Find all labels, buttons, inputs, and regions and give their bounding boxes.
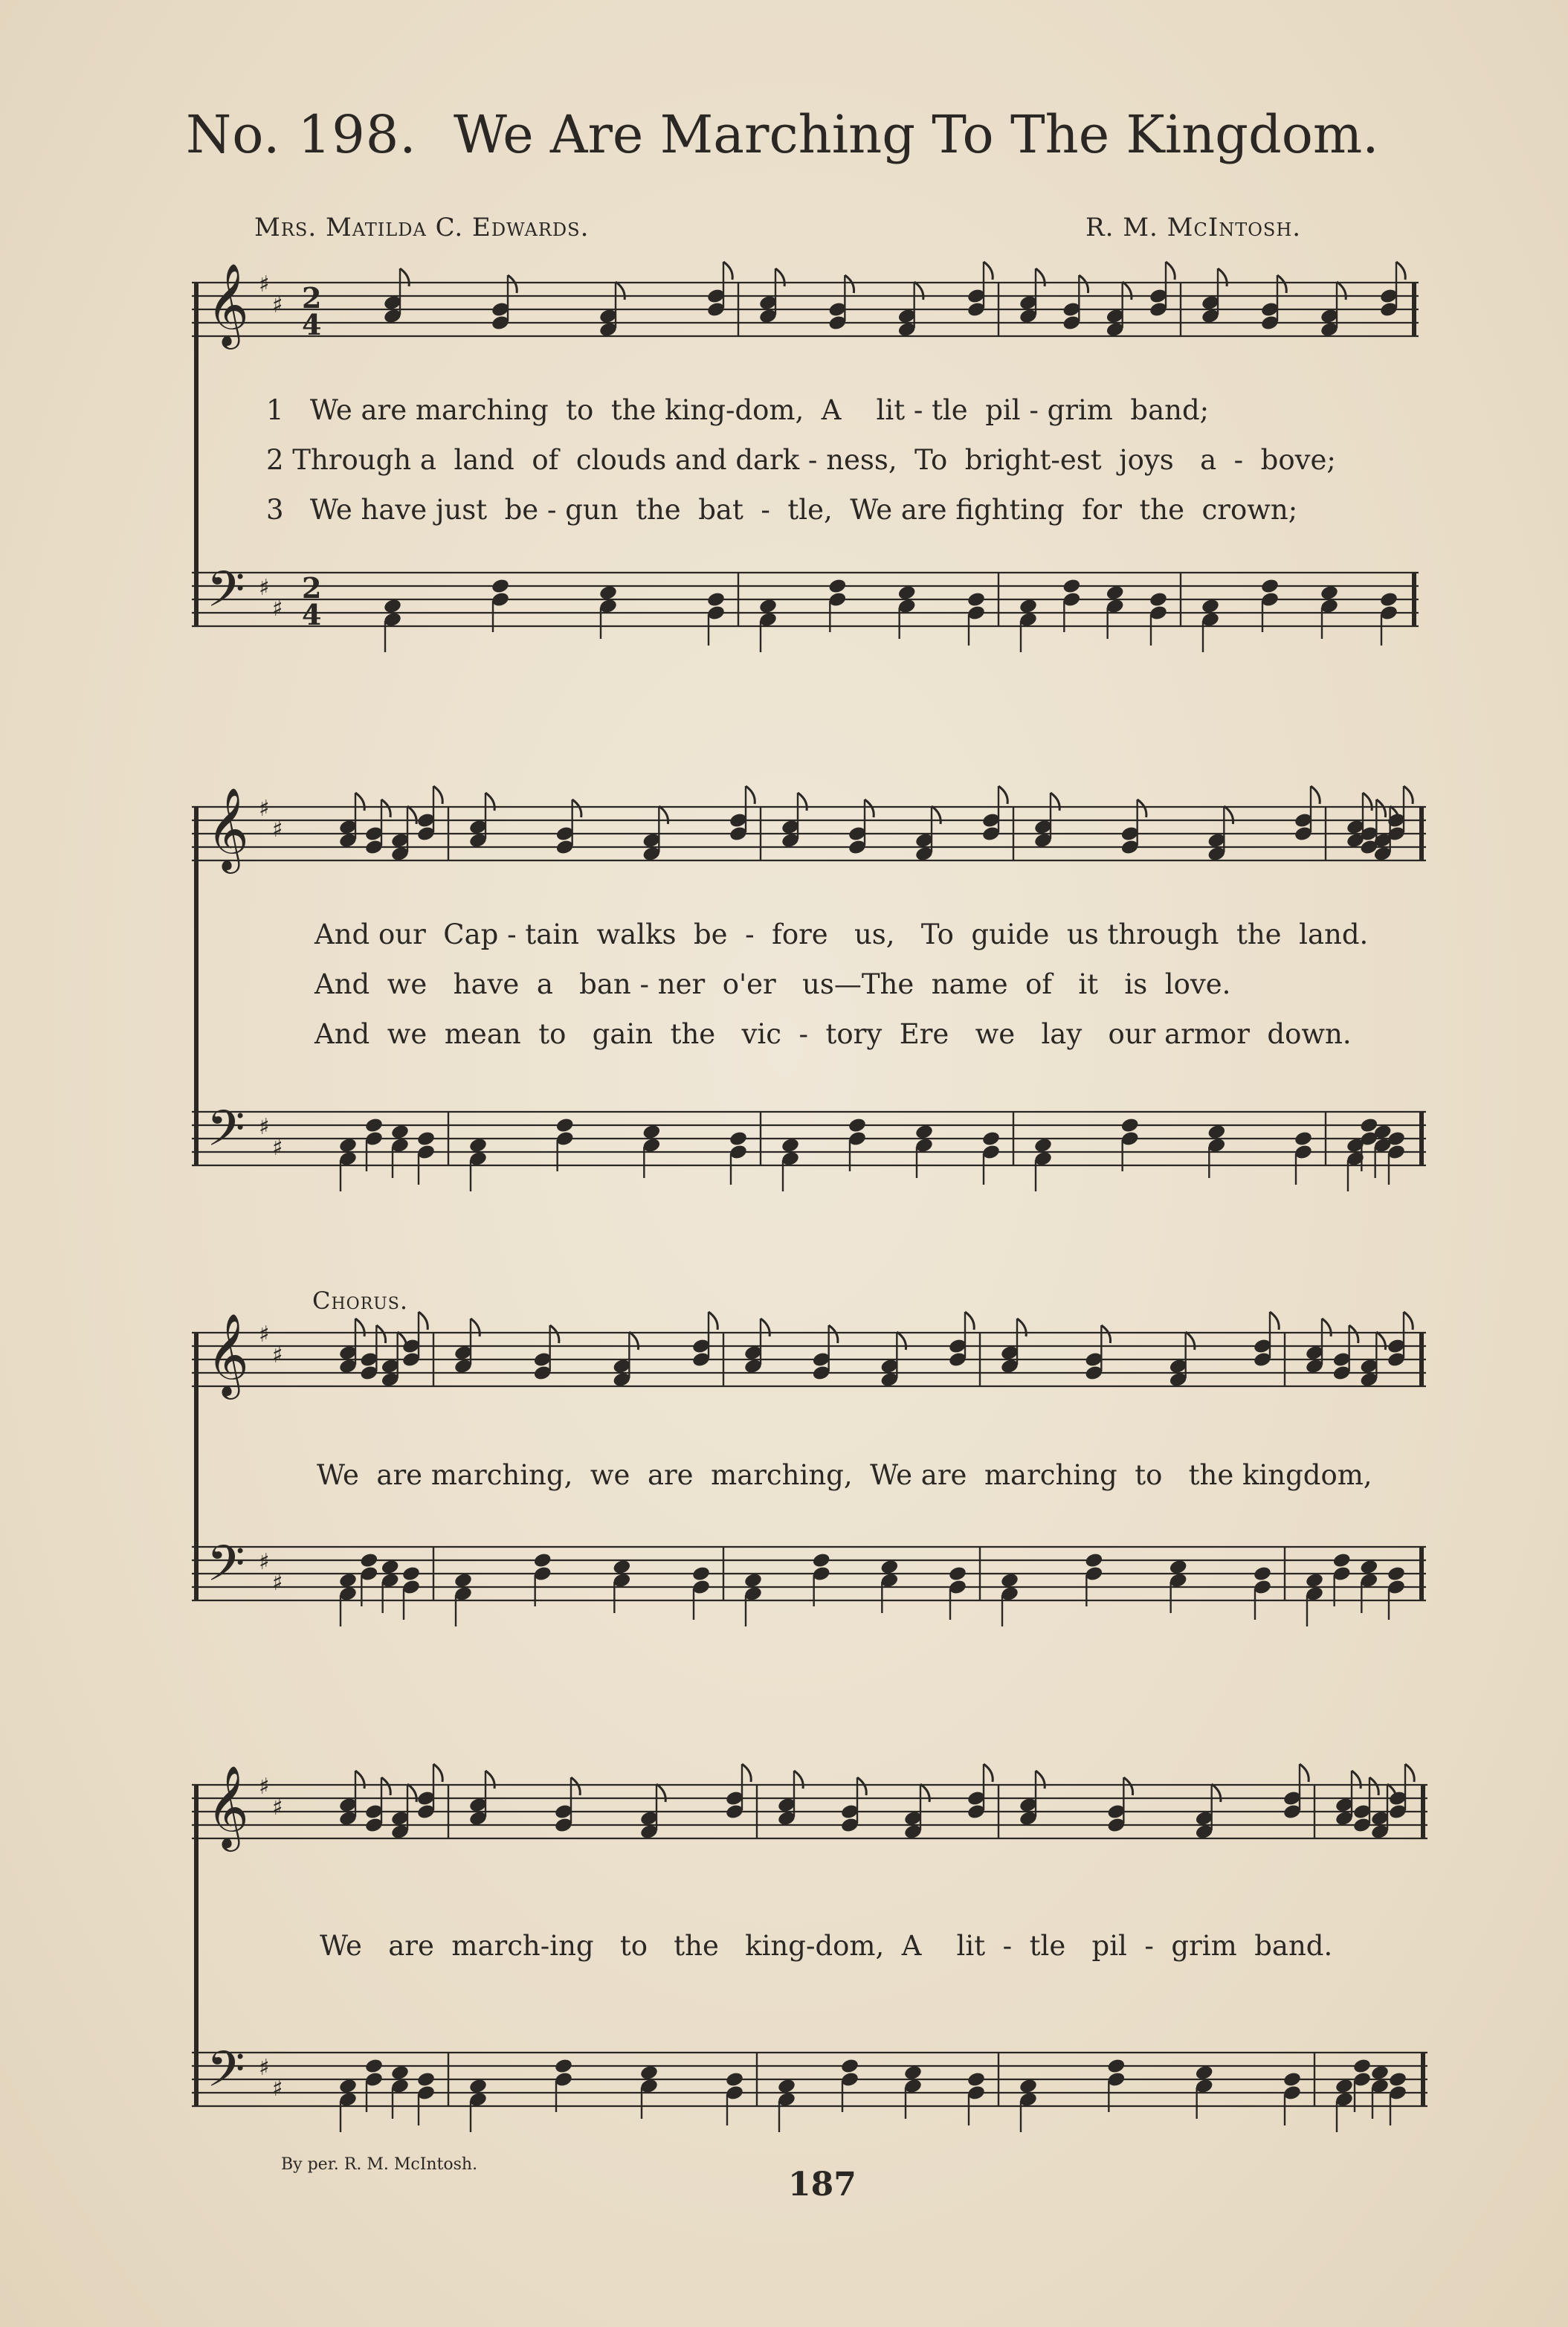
note-flag	[865, 799, 874, 817]
note-flag	[1322, 1319, 1331, 1336]
note-flag	[920, 1784, 929, 1802]
notehead	[1294, 1130, 1313, 1148]
notehead	[1033, 1137, 1053, 1154]
treble-clef-icon: 𝄞	[207, 1765, 249, 1848]
notehead	[948, 1565, 967, 1583]
note-flag	[1270, 1312, 1279, 1330]
sharp-icon: ♯	[259, 1322, 270, 1348]
notehead	[390, 2064, 410, 2082]
notehead	[612, 1559, 631, 1576]
notehead	[848, 1117, 867, 1134]
notehead	[1253, 1565, 1272, 1583]
notehead	[338, 1572, 358, 1589]
note-flag	[550, 1325, 559, 1343]
notehead	[840, 2058, 859, 2075]
note-flag	[984, 1764, 993, 1782]
bass-clef-icon: 𝄢	[207, 561, 245, 630]
notehead	[827, 578, 847, 595]
note-flag	[485, 793, 494, 811]
sharp-icon: ♯	[272, 292, 283, 318]
notehead	[338, 2078, 358, 2095]
sharp-icon: ♯	[272, 1570, 283, 1596]
sharp-icon: ♯	[259, 271, 270, 297]
note-flag	[376, 1325, 385, 1343]
permission-note: By per. R. M. McIntosh.	[281, 2155, 478, 2174]
notehead	[781, 1137, 800, 1154]
sharp-icon: ♯	[272, 817, 283, 843]
bass-clef-icon: 𝄢	[207, 1535, 245, 1604]
sharp-icon: ♯	[272, 1342, 283, 1368]
notehead	[416, 2071, 436, 2088]
note-flag	[1369, 1777, 1378, 1795]
note-flag	[761, 1319, 770, 1336]
notehead	[639, 2064, 659, 2082]
note-flag	[775, 268, 784, 286]
treble-clef-icon: 𝄞	[207, 263, 249, 346]
hymn-title: We Are Marching To The Kingdom.	[454, 104, 1379, 165]
note-flag	[407, 1784, 416, 1802]
note-flag	[965, 1312, 974, 1330]
bass-clef-icon: 𝄢	[207, 1100, 245, 1169]
notehead	[383, 598, 402, 615]
music-system-2	[192, 787, 1433, 1194]
notehead	[725, 2071, 744, 2088]
note-flag	[572, 799, 581, 817]
sharp-icon: ♯	[259, 796, 270, 822]
notehead	[729, 1130, 748, 1148]
notehead	[359, 1552, 378, 1569]
sharp-icon: ♯	[259, 1549, 270, 1575]
note-flag	[1123, 282, 1132, 300]
verse-3-line: 3 We have just be - gun the bat - tle, We are fighting for the crown;	[266, 494, 1298, 526]
note-flag	[1352, 1771, 1361, 1789]
notehead	[1379, 591, 1398, 608]
sharp-icon: ♯	[272, 596, 283, 622]
note-flag	[1017, 1319, 1026, 1336]
notehead	[967, 2071, 986, 2088]
notehead	[1120, 1117, 1140, 1134]
notehead	[1332, 1552, 1352, 1569]
note-flag	[709, 1312, 717, 1330]
note-flag	[1123, 1777, 1132, 1795]
note-flag	[914, 282, 923, 300]
notehead	[1195, 2064, 1214, 2082]
note-flag	[508, 275, 517, 293]
sharp-icon: ♯	[259, 1774, 270, 1800]
time-sig-top: 2	[302, 281, 322, 315]
note-flag	[1396, 262, 1405, 280]
notehead	[1320, 585, 1339, 602]
notehead	[691, 1565, 711, 1583]
notehead	[1084, 1552, 1103, 1569]
notehead	[812, 1552, 831, 1569]
note-flag	[1224, 806, 1233, 824]
notehead	[1305, 1572, 1324, 1589]
notehead	[1352, 2058, 1372, 2075]
note-flag	[1212, 1784, 1221, 1802]
notehead	[1000, 1572, 1019, 1589]
notehead	[706, 591, 726, 608]
note-flag	[845, 275, 854, 293]
notehead	[880, 1559, 899, 1576]
note-flag	[381, 1777, 390, 1795]
note-flag	[400, 268, 409, 286]
note-flag	[1138, 799, 1146, 817]
notehead	[381, 1559, 400, 1576]
note-flag	[433, 1764, 442, 1782]
notehead	[1019, 2078, 1038, 2095]
notehead	[454, 1572, 473, 1589]
notehead	[1260, 578, 1280, 595]
notehead	[1201, 598, 1220, 615]
notehead	[1106, 2058, 1126, 2075]
sharp-icon: ♯	[259, 2055, 270, 2081]
music-system-1	[192, 263, 1433, 654]
notehead	[401, 1565, 421, 1583]
notehead	[777, 2078, 796, 2095]
composer-credit: R. M. McIntosh.	[1085, 213, 1302, 242]
verse-2-line: 2 Through a land of clouds and dark - ness, To bright-est joys a - bove;	[266, 444, 1336, 476]
treble-clef-icon: 𝄞	[207, 1313, 249, 1396]
chorus-label: Chorus.	[312, 1287, 409, 1315]
note-flag	[746, 786, 755, 804]
verse-1-line: And our Cap - tain walks be - fore us, To guide us through the land.	[314, 918, 1369, 950]
notehead	[416, 1130, 436, 1148]
note-flag	[616, 282, 625, 300]
notehead	[743, 1572, 763, 1589]
note-flag	[471, 1319, 480, 1336]
note-flag	[1405, 1764, 1414, 1782]
time-sig-bottom: 4	[302, 308, 322, 341]
verse-2-line: And we have a ban - ner o'er us—The name of it is love.	[314, 968, 1231, 1000]
note-flag	[659, 806, 668, 824]
notehead	[1370, 2064, 1390, 2082]
notehead	[758, 598, 778, 615]
treble-clef-icon: 𝄞	[207, 787, 249, 870]
notehead	[981, 1130, 1001, 1148]
note-flag	[1051, 793, 1059, 811]
note-flag	[1036, 1771, 1045, 1789]
notehead	[555, 1117, 575, 1134]
notehead	[1106, 585, 1125, 602]
lyricist-credit: Mrs. Matilda C. Edwards.	[254, 213, 590, 242]
sharp-icon: ♯	[259, 575, 270, 601]
note-flag	[1376, 799, 1385, 817]
notehead	[967, 591, 986, 608]
note-flag	[1349, 1325, 1358, 1343]
time-sig-bottom: 4	[302, 598, 322, 631]
note-flag	[742, 1764, 751, 1782]
notehead	[364, 1117, 384, 1134]
note-flag	[723, 262, 732, 280]
note-flag	[355, 1771, 364, 1789]
note-flag	[998, 786, 1007, 804]
note-flag	[1404, 786, 1413, 804]
notehead	[1283, 2071, 1302, 2088]
notehead	[903, 2064, 923, 2082]
note-flag	[656, 1784, 665, 1802]
note-flag	[1337, 282, 1346, 300]
notehead	[914, 1124, 934, 1141]
note-flag	[1300, 1764, 1309, 1782]
note-flag	[1186, 1332, 1195, 1350]
note-flag	[1101, 1325, 1110, 1343]
note-flag	[829, 1325, 838, 1343]
notehead	[599, 585, 618, 602]
note-flag	[1277, 275, 1286, 293]
sharp-icon: ♯	[272, 1135, 283, 1161]
note-flag	[1218, 268, 1227, 286]
notehead	[1019, 598, 1038, 615]
notehead	[533, 1552, 552, 1569]
note-flag	[984, 262, 993, 280]
note-flag	[1404, 1312, 1413, 1330]
chorus-line-2: We are march-ing to the king-dom, A lit - tle pil - grim band.	[320, 1930, 1333, 1962]
notehead	[1207, 1124, 1226, 1141]
title-row	[186, 104, 1405, 186]
note-flag	[897, 1332, 906, 1350]
notehead	[468, 1137, 488, 1154]
note-flag	[932, 806, 941, 824]
notehead	[1149, 591, 1168, 608]
music-system-4	[192, 1755, 1433, 2127]
note-flag	[571, 1777, 580, 1795]
notehead	[338, 1137, 358, 1154]
notehead	[1359, 1559, 1378, 1576]
note-flag	[1363, 793, 1372, 811]
notehead	[1169, 1559, 1188, 1576]
page-number: 187	[788, 2166, 856, 2204]
time-sig-top: 2	[302, 571, 322, 605]
sharp-icon: ♯	[272, 2076, 283, 2102]
notehead	[390, 1124, 410, 1141]
music-system-3	[192, 1287, 1433, 1644]
sharp-icon: ♯	[259, 1114, 270, 1140]
notehead	[1062, 578, 1081, 595]
note-flag	[355, 1319, 364, 1336]
notehead	[642, 1124, 661, 1141]
note-flag	[1079, 275, 1088, 293]
bass-clef-icon: 𝄢	[207, 2041, 245, 2110]
note-flag	[1311, 786, 1320, 804]
note-flag	[355, 793, 364, 811]
note-flag	[794, 1771, 803, 1789]
note-flag	[485, 1771, 494, 1789]
notehead	[1388, 2071, 1407, 2088]
note-flag	[407, 806, 416, 824]
notehead	[468, 2078, 488, 2095]
note-flag	[433, 786, 442, 804]
notehead	[897, 585, 917, 602]
note-flag	[1036, 268, 1045, 286]
note-flag	[1376, 1332, 1385, 1350]
notehead	[1335, 2078, 1354, 2095]
note-flag	[798, 793, 807, 811]
note-flag	[629, 1332, 638, 1350]
sharp-icon: ♯	[272, 1795, 283, 1821]
note-flag	[1166, 262, 1175, 280]
verse-3-line: And we mean to gain the vic - tory Ere we lay our armor down.	[314, 1018, 1352, 1050]
verse-1-line: 1 We are marching to the king-dom, A lit - tle pil - grim band;	[266, 394, 1210, 426]
notehead	[364, 2058, 384, 2075]
hymn-number: No. 198.	[186, 104, 417, 165]
note-flag	[857, 1777, 866, 1795]
note-flag	[381, 799, 390, 817]
notehead	[491, 578, 510, 595]
notehead	[1387, 1565, 1406, 1583]
chorus-line: We are marching, we are marching, We are marching to the kingdom,	[317, 1459, 1372, 1491]
notehead	[554, 2058, 573, 2075]
note-flag	[419, 1312, 428, 1330]
